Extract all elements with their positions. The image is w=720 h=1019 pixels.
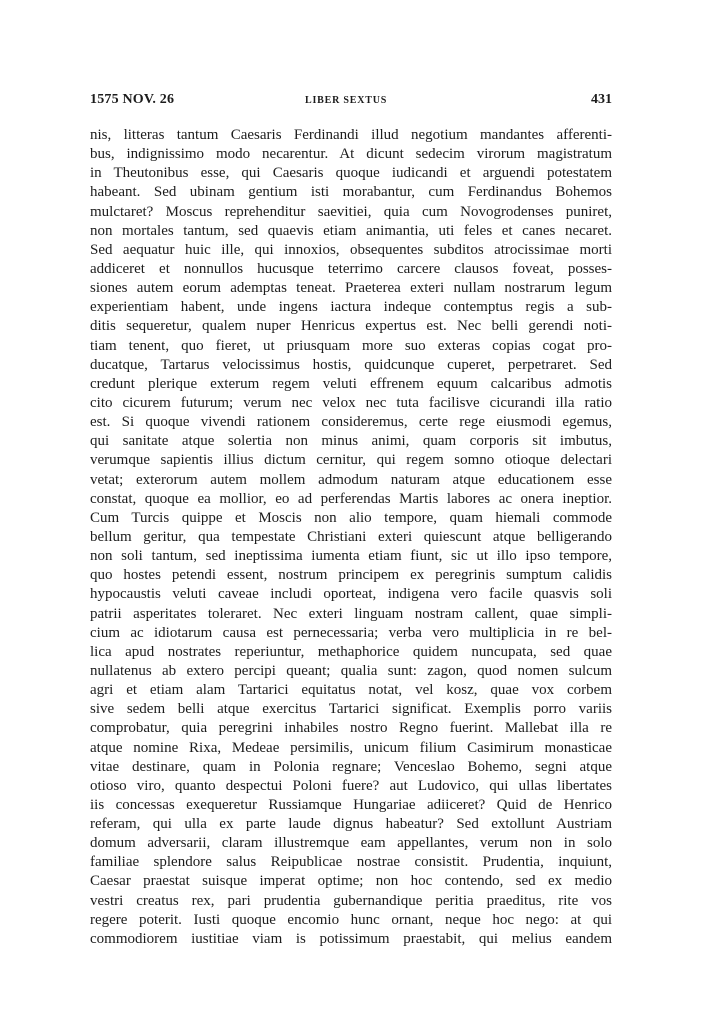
text-line: Cum Turcis quippe et Moscis non alio tempore, quam hiemali commode — [90, 509, 612, 526]
text-line: iis concessas exequeretur Russiamque Hungariae adiiceret? Quid de Henrico — [90, 796, 612, 813]
text-line: nis, litteras tantum Caesaris Ferdinandi illud negotium mandantes afferenti- — [90, 127, 612, 143]
text-line: familiae splendore salus Reipublicae nostrae consistit. Prudentia, inquiunt, — [90, 854, 612, 871]
text-line: qui sanitate atque solertia non minus animi, quam corporis sit imbutus, — [90, 433, 612, 450]
header-book-title: LIBER SEXTUS — [305, 95, 388, 106]
text-line: atque nomine Rixa, Medeae persimilis, unicum filium Casimirum monasticae — [90, 739, 612, 756]
text-line: verumque sapientis illius dictum cernitur, qui regem somno otioque delectari — [90, 452, 612, 469]
text-line: habeant. Sed ubinam gentium isti morabantur, cum Ferdinandus Bohemos — [90, 184, 612, 201]
text-line: siones autem eorum ademptas teneat. Praeterea exteri nullam nostrarum legum — [90, 280, 612, 297]
text-line: sive sedem belli atque exercitus Tartarici significat. Exemplis porro variis — [90, 701, 612, 718]
text-line: ditis sequeretur, qualem nuper Henricus expertus est. Nec belli gerendi noti- — [90, 318, 612, 335]
page-number: 431 — [591, 92, 612, 107]
running-head — [90, 92, 612, 112]
text-line: bus, indignissimo modo necarentur. At dicunt sedecim virorum magistratum — [90, 146, 612, 163]
text-line: addiceret et nonnullos hucusque teterrimo carcere clausos foveat, posses- — [90, 260, 612, 277]
text-line: non mortales tantum, sed quaevis etiam animantia, uti feles et canes necaret. — [90, 222, 612, 239]
header-date: 1575 NOV. 26 — [90, 92, 175, 107]
text-line: vitae destinare, quam in Polonia regnare; Venceslao Bohemo, segni atque — [90, 758, 612, 775]
text-line: cito cicurem futurum; verum nec velox nec tuta facilisve cicurandi illa ratio — [90, 394, 612, 411]
text-line: credunt plerique exterum regem veluti effrenem equum calcaribus admotis — [90, 375, 612, 392]
text-line: vetat; exterorum autem mollem admodum naturam atque educationem esse — [90, 471, 612, 488]
text-line: est. Si quoque vivendi rationem consideremus, certe rege eiusmodi egemus, — [90, 414, 612, 431]
text-line: agri et etiam alam Tartarici equitatus notat, vel kosz, quae vox corbem — [90, 682, 612, 699]
text-line: Caesar praestat suisque imperat optime; non hoc contendo, sed ex medio — [90, 873, 612, 890]
body-text — [90, 126, 612, 949]
text-line: bellum geritur, qua tempestate Christiani exteri quiescunt atque belligerando — [90, 528, 612, 545]
text-line: cium ac idiotarum causa est pernecessaria; verba vero multiplicia in re bel- — [90, 624, 612, 641]
text-line: tiam tenent, quo fieret, ut priusquam more suo exteras copias cogat pro- — [90, 337, 612, 354]
text-line: nullatenus ab extero percipi queant; qualia sunt: zagon, quod nomen sulcum — [90, 662, 612, 679]
text-line: vestri creatus rex, pari prudentia gubernandique peritia praeditus, rite vos — [90, 892, 612, 909]
text-line: non soli tantum, sed ineptissima iumenta etiam fiunt, sic ut illo ipso tempore, — [90, 548, 612, 565]
text-line: otioso viro, quanto despectui Poloni fuere? aut Ludovico, qui ullas libertates — [90, 777, 612, 794]
text-line: in Theutonibus esse, qui Caesaris quoque iudicandi et arguendi potestatem — [90, 165, 612, 182]
text-line: hypocaustis veluti caveae includi oporteat, indigena vero facile quasvis soli — [90, 586, 612, 603]
text-line: experientiam habent, unde ingens iactura indeque contemptus regis a sub- — [90, 299, 612, 316]
text-line: quo hostes petendi essent, nostrum principem ex peregrinis sumptum calidis — [90, 567, 612, 584]
text-line: referam, qui ulla ex parte laude dignus habeatur? Sed extollunt Austriam — [90, 816, 612, 833]
text-line: domum adversarii, claram illustremque eam appellantes, verum non in solo — [90, 835, 612, 852]
text-line: commodiorem iustitiae viam is potissimum praestabit, qui melius eandem — [90, 930, 612, 947]
text-line: constat, quoque ea mollior, eo ad perferendas Martis labores ac onera ineptior. — [90, 490, 612, 507]
text-line: Sed aequatur huic ille, qui innoxios, obsequentes subditos atrocissimae morti — [90, 241, 612, 258]
text-line: lica apud nostrates reperiuntur, methaphorice quidem nuncupata, sed quae — [90, 643, 612, 660]
text-line: comprobatur, quia peregrini inhabiles nostro Regno fuerint. Mallebat illa re — [90, 720, 612, 737]
text-line: regere poterit. Iusti quoque encomio hunc ornant, neque hoc nego: at qui — [90, 911, 612, 928]
text-line: mulctaret? Moscus reprehenditur saevitiei, quia cum Novogrodenses puniret, — [90, 203, 612, 220]
text-line: ducatque, Tartarus velocissimus hostis, quidcunque cuperet, perpetraret. Sed — [90, 356, 612, 373]
text-line: patrii asperitates toleraret. Nec exteri linguam nostram callent, quae simpli- — [90, 605, 612, 622]
